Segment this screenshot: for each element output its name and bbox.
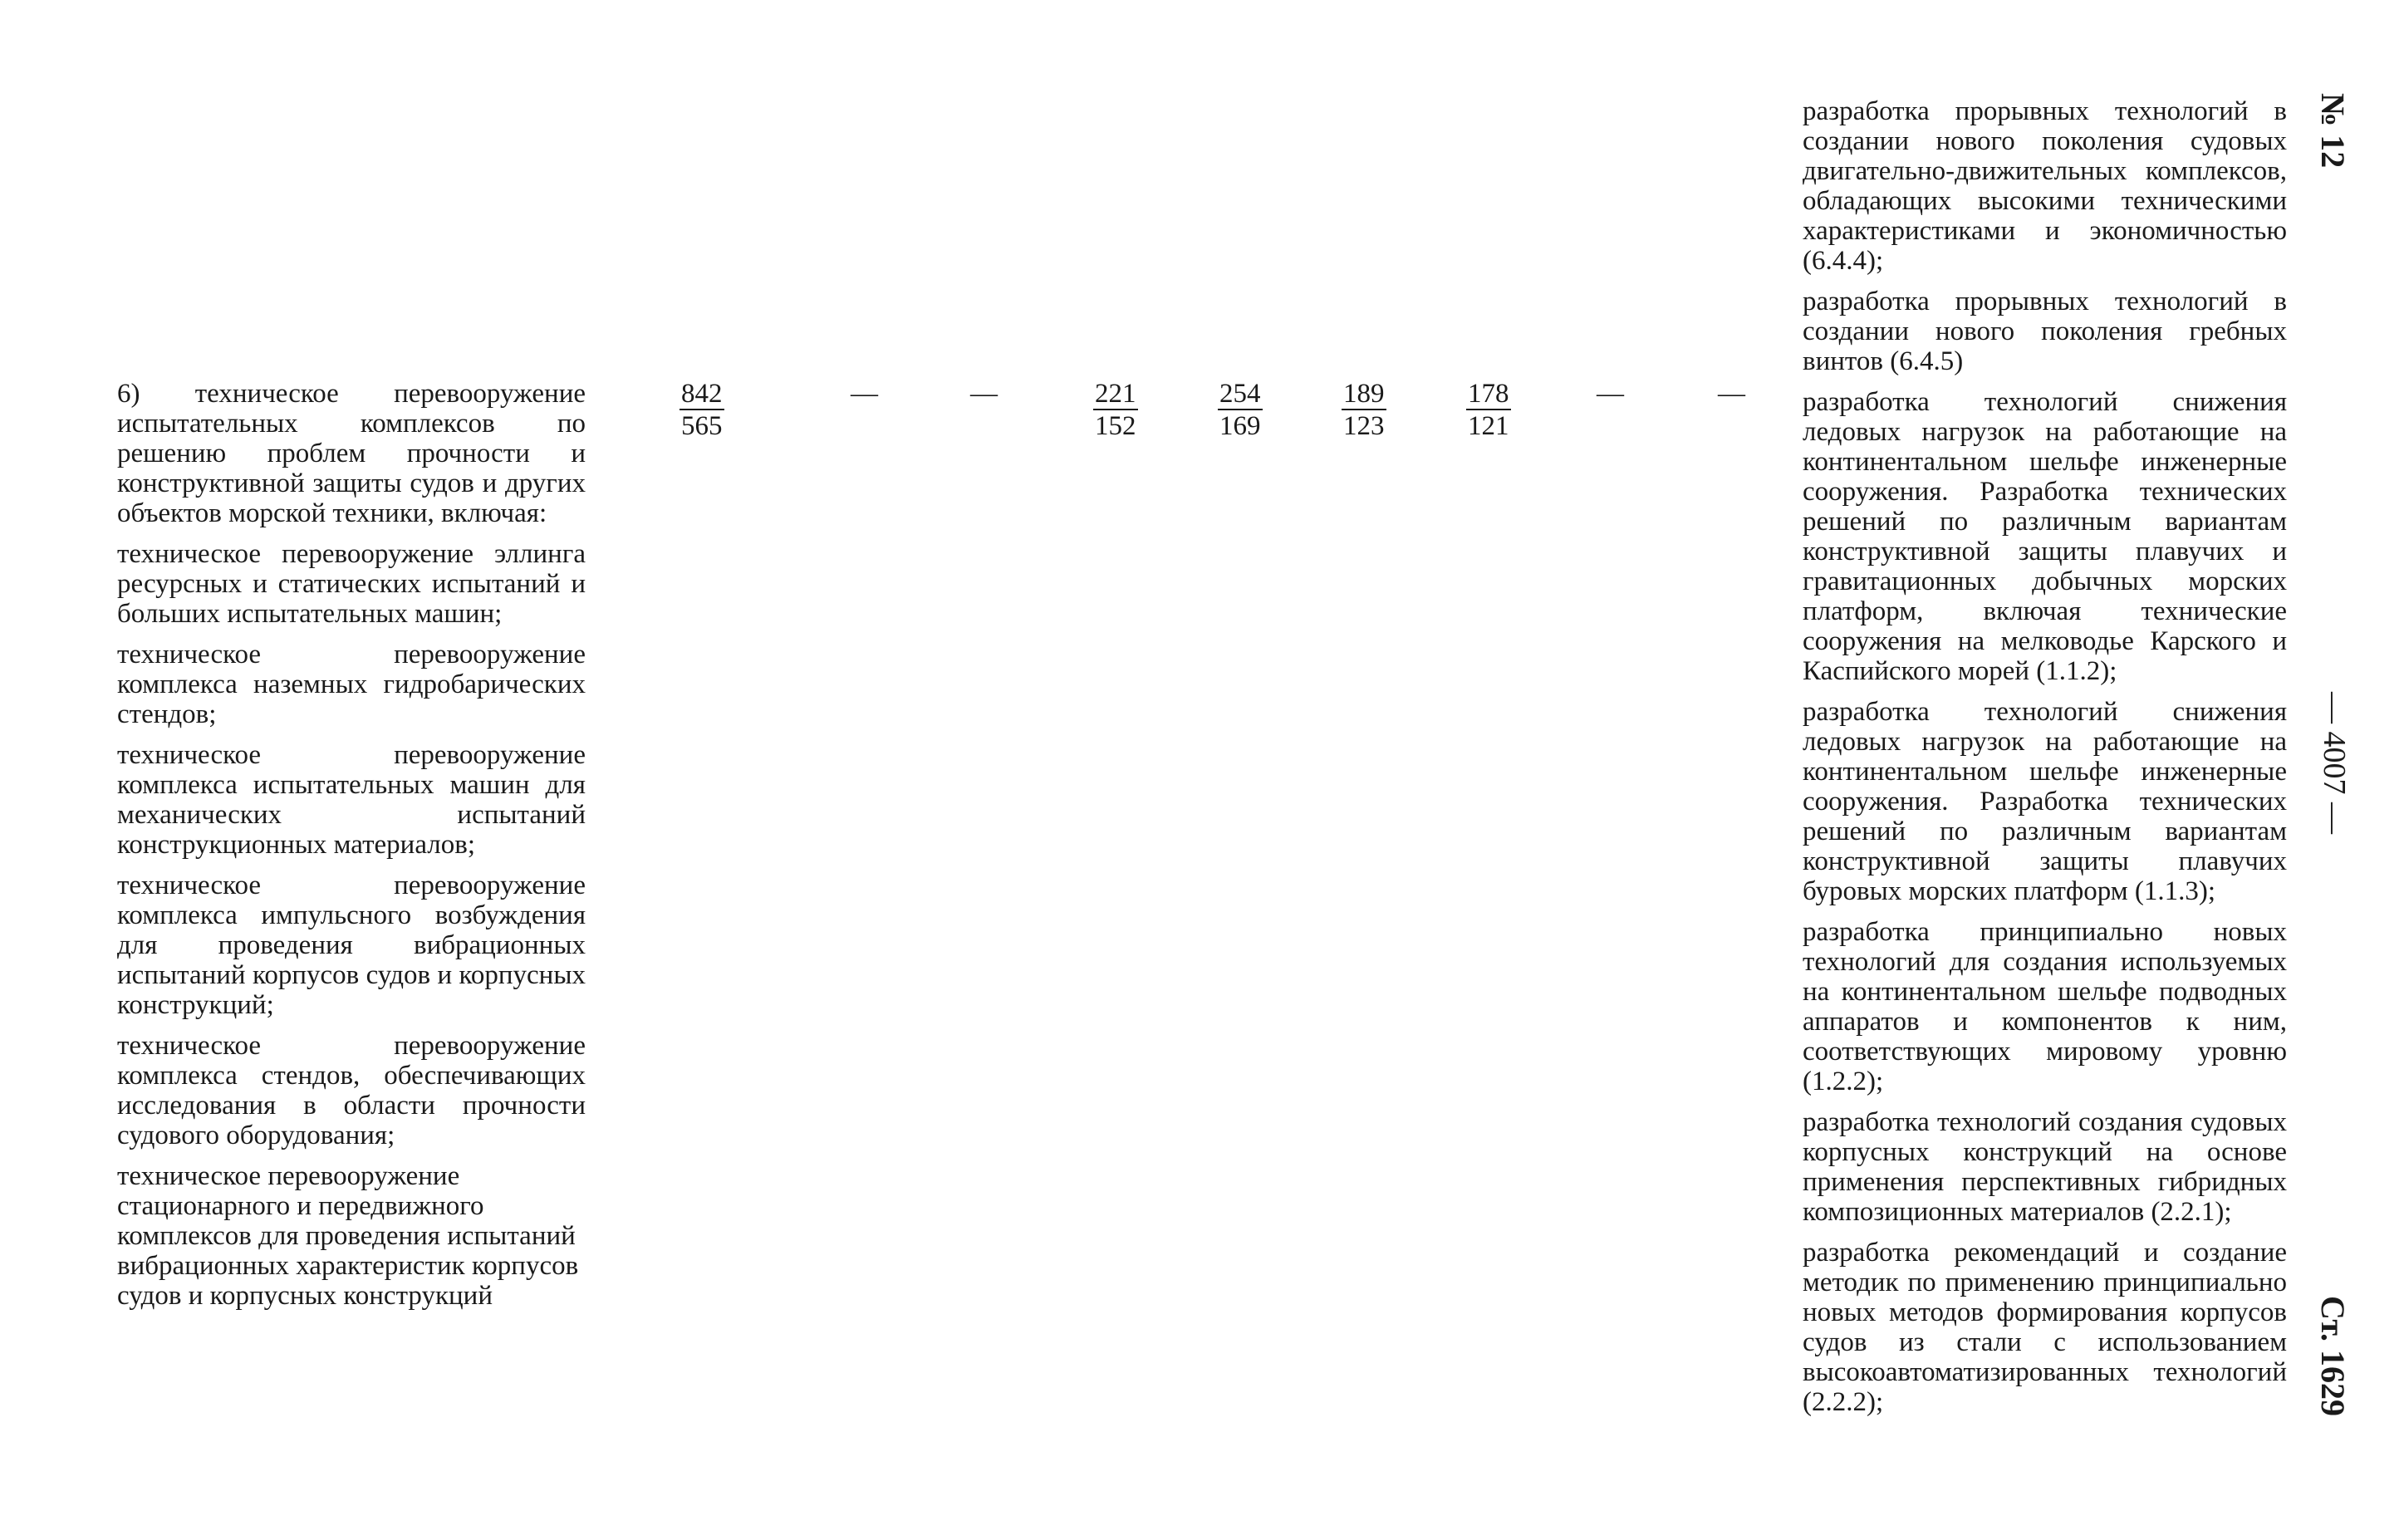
figure-year-1-numerator: 221 bbox=[1095, 379, 1136, 409]
figure-dash-4: — bbox=[1718, 379, 1745, 409]
left-paragraph-6: техническое перевооружение комплекса стендов, обеспечивающих исследования в области прочности судового оборудования; bbox=[117, 1031, 586, 1150]
figure-year-1-denominator: 152 bbox=[1095, 411, 1136, 441]
left-paragraph-4: техническое перевооружение комплекса испытательных машин для механических испытаний конструкционных материалов; bbox=[117, 740, 586, 860]
right-paragraph-1: разработка прорывных технологий в создании нового поколения судовых двигательно-движительных комплексов, обладающих высокими техническими характеристиками и экономичностью (6.4.4); bbox=[1803, 96, 2287, 276]
figure-year-4 bbox=[1466, 379, 1511, 442]
figure-year-3 bbox=[1342, 379, 1386, 442]
figure-year-2-numerator: 254 bbox=[1219, 379, 1261, 409]
figure-total-denominator: 565 bbox=[681, 411, 723, 441]
figure-total-numerator: 842 bbox=[681, 379, 723, 409]
right-paragraph-3: разработка технологий снижения ледовых нагрузок на работающие на континентальном шельфе инженерные сооружения. Разработка технических решений по различным вариантам конструктивной защиты плавучих и гравитационных добычных морских платформ, включая технические сооружения на мелководье Карского и Каспийского морей (1.1.2); bbox=[1803, 387, 2287, 686]
figure-year-3-numerator: 189 bbox=[1343, 379, 1385, 409]
article-number: Ст. 1629 bbox=[2314, 1296, 2352, 1416]
figure-dash-1: — bbox=[851, 379, 878, 409]
left-paragraph-5: техническое перевооружение комплекса импульсного возбуждения для проведения вибрационных испытаний корпусов судов и корпусных конструкций; bbox=[117, 871, 586, 1020]
page-number: — 4007 — bbox=[2317, 692, 2352, 834]
right-text-column bbox=[1803, 96, 2287, 1428]
left-paragraph-1: 6) техническое перевооружение испытательных комплексов по решению проблем прочности и конструктивной защиты судов и других объектов морской техники, включая: bbox=[117, 379, 586, 528]
figure-year-1 bbox=[1093, 379, 1138, 442]
figure-year-3-denominator: 123 bbox=[1343, 411, 1385, 441]
right-paragraph-4: разработка технологий снижения ледовых нагрузок на работающие на континентальном шельфе инженерные сооружения. Разработка технических решений по различным вариантам конструктивной защиты плавучих буровых морских платформ (1.1.3); bbox=[1803, 697, 2287, 906]
right-paragraph-5: разработка принципиально новых технологий для создания используемых на континентальном шельфе подводных аппаратов и компонентов к ним, соответствующих мировому уровню (1.2.2); bbox=[1803, 917, 2287, 1096]
figure-total bbox=[679, 379, 724, 442]
figure-dash-2: — bbox=[970, 379, 998, 409]
issue-number: № 12 bbox=[2314, 93, 2352, 169]
figure-year-4-denominator: 121 bbox=[1468, 411, 1509, 441]
left-paragraph-2: техническое перевооружение эллинга ресурсных и статических испытаний и больших испытательных машин; bbox=[117, 539, 586, 629]
right-paragraph-7: разработка рекомендаций и создание методик по применению принципиально новых методов формирования корпусов судов из стали с использованием высокоавтоматизированных технологий (2.2.2); bbox=[1803, 1238, 2287, 1417]
figure-dash-3: — bbox=[1597, 379, 1624, 409]
left-paragraph-7: техническое перевооружение стационарного и передвижного комплексов для проведения испытаний вибрационных характеристик корпусов судов и корпусных конструкций bbox=[117, 1161, 579, 1311]
figure-year-2 bbox=[1218, 379, 1263, 442]
figure-year-4-numerator: 178 bbox=[1468, 379, 1509, 409]
figure-year-2-denominator: 169 bbox=[1219, 411, 1261, 441]
left-paragraph-3: техническое перевооружение комплекса наземных гидробарических стендов; bbox=[117, 640, 586, 729]
right-paragraph-2: разработка прорывных технологий в создании нового поколения гребных винтов (6.4.5) bbox=[1803, 287, 2287, 376]
right-paragraph-6: разработка технологий создания судовых корпусных конструкций на основе применения перспективных гибридных композиционных материалов (2.2.1); bbox=[1803, 1107, 2287, 1227]
left-text-column bbox=[117, 379, 586, 1322]
